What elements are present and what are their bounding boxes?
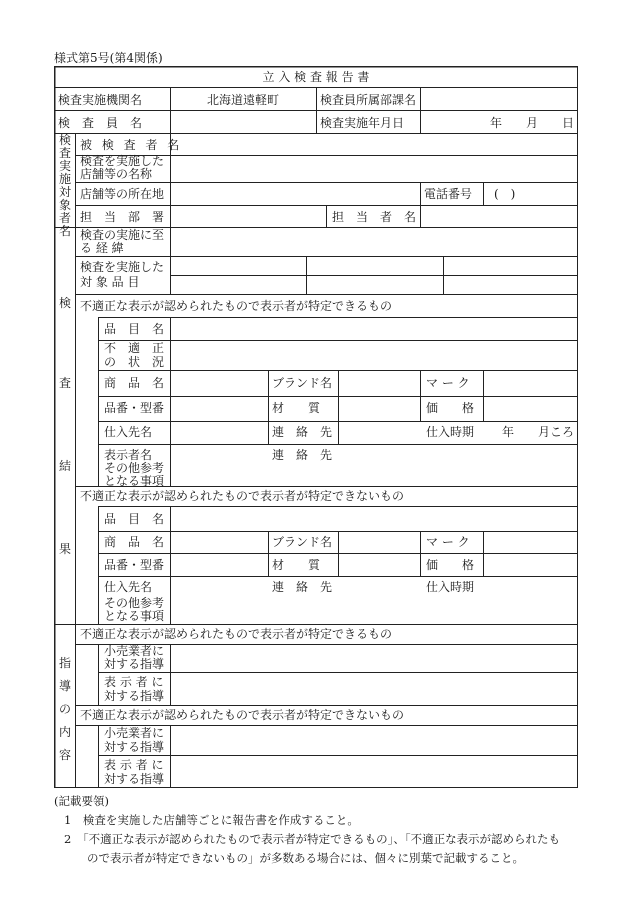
target-department-label: 担 当 部 署 <box>80 210 165 224</box>
inspector-label: 検 査 員 名 <box>58 116 143 130</box>
contact-label-2: 連 絡 先 <box>272 580 333 594</box>
address-label: 店舗等の所在地 <box>80 187 165 201</box>
price-label: 価 格 <box>426 401 475 415</box>
instruction-item-1: 1 検査を実施した店舗等ごとに報告書を作成すること。 <box>64 813 359 827</box>
model-label: 品番・型番 <box>104 401 165 415</box>
item-name-label-2: 品 目 名 <box>104 512 165 526</box>
identifiable-heading: 不適正な表示が認められたもので表示者が特定できるもの <box>80 299 393 313</box>
guidance-side-char-1: 指 <box>58 656 71 670</box>
results-side-char-2: 査 <box>58 376 71 390</box>
agency-value[interactable]: 北海道遠軽町 <box>206 93 279 107</box>
instructions-heading: (記載要領) <box>54 794 109 808</box>
date-value[interactable]: 年 月 日 <box>489 116 574 130</box>
phone-value[interactable]: ( ) <box>494 187 516 201</box>
results-side-char-3: 結 <box>58 459 71 473</box>
items-label: 検査を実施した対 象 品 目 <box>80 260 165 289</box>
department-field[interactable] <box>424 93 574 107</box>
inspection-report-form <box>54 66 578 788</box>
purchase-date-label: 仕入時期 <box>426 425 475 439</box>
brand-label-2: ブランド名 <box>272 535 333 549</box>
results-side-char-4: 果 <box>58 542 71 556</box>
material-label-2: 材 質 <box>272 558 321 572</box>
model-label-2: 品番・型番 <box>104 558 165 572</box>
guidance-side-char-4: 内 <box>58 725 71 739</box>
contact-label: 連 絡 先 <box>272 425 333 439</box>
guidance-side-char-3: の <box>58 702 71 716</box>
results-side-char-1: 検 <box>58 296 71 310</box>
retailer-guidance-label: 小売業者に対する指導 <box>104 644 165 671</box>
inspectee-label: 被 検 査 者 名 <box>80 138 183 152</box>
supplier-label: 仕入先名 <box>104 425 153 439</box>
product-name-label-2: 商 品 名 <box>104 535 165 549</box>
inspector-field[interactable] <box>172 116 314 130</box>
agency-label: 検査実施機関名 <box>58 93 143 107</box>
circumstances-label: 検査の実施に至 る 経 緯 <box>80 228 165 255</box>
instruction-item-2-line-2: ので表示者が特定できないもの」が多数ある場合には、個々に別葉で記載すること。 <box>64 851 524 865</box>
improper-status-label: 不 適 正の 状 況 <box>104 341 165 369</box>
target-side-label: 検査実施対象者名 <box>58 133 71 238</box>
supplier-label-2: 仕入先名 <box>104 580 153 594</box>
labeler-guidance-label: 表 示 者 に対する指導 <box>104 675 165 703</box>
target-person-label: 担 当 者 名 <box>332 210 417 224</box>
date-label: 検査実施年月日 <box>320 116 405 130</box>
item-name-label: 品 目 名 <box>104 322 165 336</box>
brand-label: ブランド名 <box>272 376 333 390</box>
guidance-side-char-5: 容 <box>58 748 71 762</box>
other-ref-label: その他参考となる事項 <box>104 461 165 488</box>
form-number-label: 様式第5号(第4関係) <box>54 51 163 65</box>
contact2-label: 連 絡 先 <box>272 448 333 462</box>
instruction-item-2-line-1: 2 「不適正な表示が認められたもので表示者が特定できるもの」、「不適正な表示が認められたも <box>64 832 561 846</box>
purchase-date-label-2: 仕入時期 <box>426 580 475 594</box>
guidance-identifiable-heading: 不適正な表示が認められたもので表示者が特定できるもの <box>80 627 393 641</box>
phone-label: 電話番号 <box>424 187 473 201</box>
guidance-side-char-2: 導 <box>58 679 71 693</box>
material-label: 材 質 <box>272 401 321 415</box>
guidance-unidentifiable-heading: 不適正な表示が認められたもので表示者が特定できないもの <box>80 708 405 722</box>
store-name-label: 検査を実施した店舗等の名称 <box>80 154 165 181</box>
purchase-date-value[interactable]: 年 月ころ <box>501 425 574 439</box>
instructions <box>54 792 594 868</box>
mark-label: マ ー ク <box>426 376 470 390</box>
labeler-guidance-label-2: 表 示 者 に対する指導 <box>104 758 165 786</box>
product-name-label: 商 品 名 <box>104 376 165 390</box>
report-title: 立 入 検 査 報 告 書 <box>262 70 370 84</box>
labeler-label: 表示者名 <box>104 448 153 462</box>
unidentifiable-heading: 不適正な表示が認められたもので表示者が特定できないもの <box>80 489 405 503</box>
retailer-guidance-label-2: 小売業者に対する指導 <box>104 726 165 754</box>
other-ref-label-2: その他参考となる事項 <box>104 596 165 623</box>
department-label: 検査員所属部課名 <box>320 93 417 107</box>
price-label-2: 価 格 <box>426 558 475 572</box>
mark-label-2: マ ー ク <box>426 535 470 549</box>
